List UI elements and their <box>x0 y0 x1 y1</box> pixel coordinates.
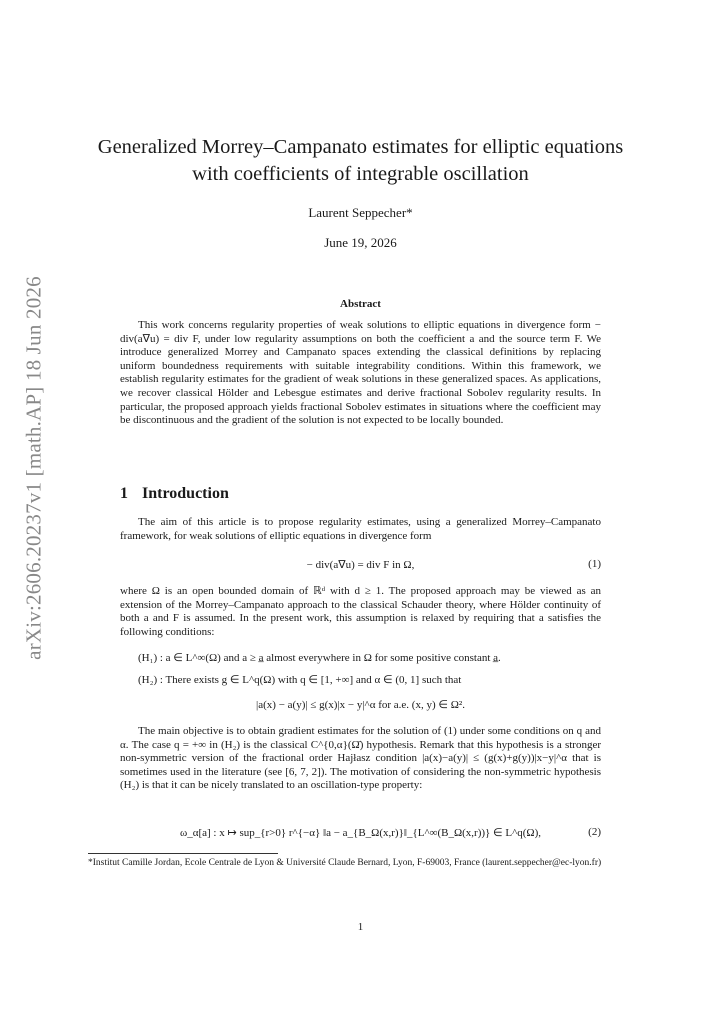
section-heading <box>120 485 229 503</box>
intro-paragraph-3: The main objective is to obtain gradient estimates for the solution of (1) under some conditions on q and α. The case q = +∞ in (H₂) is the classical C^{0,α}(Ω̄) hypothesis. Remark that this hypothesis is a stronger non-symmetric version of the fractional order Hajłasz condition |a(x)−a(y)| ≤ (g(x)+g(y))|x−y|^α that is sometimes used in the literature (see [6, 7, 2]). The motivation of considering the non-symmetric hypothesis (H₂) is that it can be nicely translated to an oscillation-type property: <box>120 725 601 792</box>
hypothesis-h2: (H₂) : There exists g ∈ L^q(Ω) with q ∈ [1, +∞] and α ∈ (0, 1] such that <box>138 674 462 686</box>
abstract-heading: Abstract <box>340 298 381 310</box>
hypothesis-h2-equation <box>120 698 601 711</box>
author: Laurent Seppecher* <box>308 205 413 220</box>
h2-equation-body: |a(x) − a(y)| ≤ g(x)|x − y|^α for a.e. (x, y) ∈ Ω². <box>256 699 465 711</box>
equation-2-tag: (2) <box>588 826 601 838</box>
arxiv-identifier: arXiv:2606.20237v1 [math.AP] 18 Jun 2026 <box>21 276 46 660</box>
abstract-text: This work concerns regularity properties of weak solutions to elliptic equations in divergence form − div(a∇u) = div F, under low regularity assumptions on both the coefficient a and the source term F. We introduce generalized Morrey and Campanato spaces extending the classical definitions by replacing uniform boundedness requirements with suitable integrability conditions. Within this framework, we establish regularity estimates for the gradient of weak solutions in these generalized spaces. As applications, we recover classical Hölder and Lebesgue estimates and derive fractional Sobolev regularity results. In particular, the proposed approach yields fractional Sobolev estimates in situations where the coefficient may be discontinuous and the gradient of the solution is not expected to be locally bounded. <box>120 319 601 427</box>
equation-1-tag: (1) <box>588 558 601 570</box>
hypothesis-h1: (H₁) : a ∈ L^∞(Ω) and a ≥ a̲ almost everywhere in Ω for some positive constant a̲. <box>138 652 501 664</box>
intro-paragraph-2: where Ω is an open bounded domain of ℝᵈ with d ≥ 1. The proposed approach may be viewed as an extension of the Morrey–Campanato approach to the classical Schauder theory, where Hölder continuity of both a and F is assumed. In the present work, this assumption is relaxed by requiring that a satisfies the following conditions: <box>120 585 601 638</box>
intro-paragraph-1: The aim of this article is to propose regularity estimates, using a generalized Morrey–Campanato framework, for weak solutions of elliptic equations in divergence form <box>120 516 601 542</box>
equation-2-body: ω_α[a] : x ↦ sup_{r>0} r^{−α} ‖a − a_{B_Ω(x,r)}‖_{L^∞(B_Ω(x,r))} ∈ L^q(Ω), <box>179 827 542 839</box>
footnote: *Institut Camille Jordan, Ecole Centrale de Lyon & Université Claude Bernard, Lyon, F-69003, France (laurent.seppecher@ec-lyon.fr) <box>88 858 602 868</box>
paper-title <box>75 134 646 188</box>
title-line-2: with coefficients of integrable oscillation <box>192 163 529 185</box>
equation-1-body: − div(a∇u) = div F in Ω, <box>306 559 415 571</box>
title-line-1: Generalized Morrey–Campanato estimates for elliptic equations <box>97 136 624 158</box>
footnote-rule <box>88 853 278 854</box>
equation-2 <box>120 826 601 839</box>
section-title: Introduction <box>142 485 229 502</box>
section-number: 1 <box>120 485 128 502</box>
date: June 19, 2026 <box>324 235 397 250</box>
equation-1 <box>120 558 601 571</box>
page-number: 1 <box>357 921 364 933</box>
